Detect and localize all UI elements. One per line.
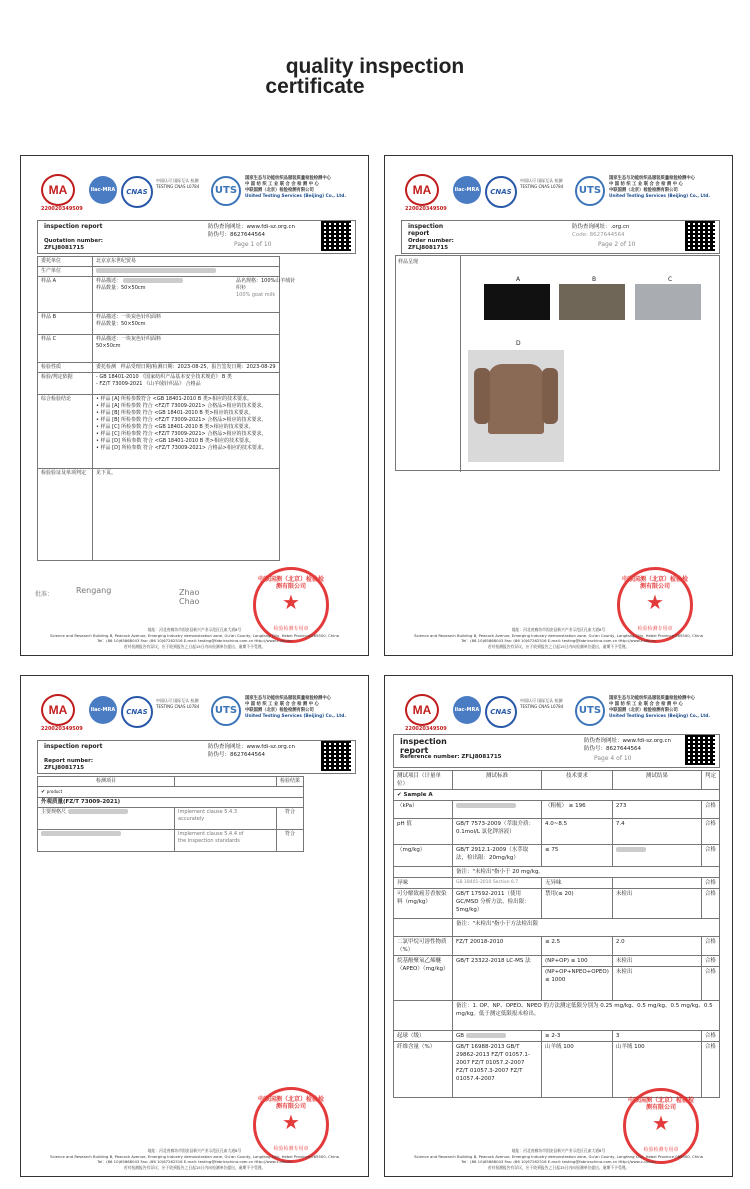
seal-bottom: 检验检测专用章 (643, 1147, 679, 1153)
cell-key: 检验验证及单项判定 (38, 469, 93, 561)
sweater-photo (468, 350, 564, 462)
code-value: 8627644564 (606, 746, 642, 752)
report-number-value: ZFLJ8081715 (461, 754, 502, 760)
footer-line: 地址：河北省廊坊市固安县新兴产业示范区孔雀大道8号 (147, 1148, 242, 1153)
cell-req: ≥ 2-3 (542, 1031, 613, 1042)
code-label: 防伪号： (208, 752, 231, 758)
cell-verdict: 合格 (701, 1042, 719, 1098)
cell-std: GB/T 2912.1-2009（水萃取法，检出限：20mg/kg） (453, 845, 542, 867)
org-cn1: 国家生态与功能纺织品服装质量检验检测中心 (609, 696, 695, 701)
conclusion-line: • 样品 [D] 所检参数 符合 <FZ/T 73009-2021> 合格品>相应的技术要求。 (96, 445, 267, 451)
ma-logo: MA (405, 694, 439, 726)
standard-label: 外观质量(FZ/T 73009-2021) (38, 798, 304, 808)
org-name (609, 696, 710, 720)
report-label: inspection report (44, 223, 103, 230)
certificate-page-1 (20, 155, 369, 656)
org-cn2: 中 国 纺 织 工 业 联 合 会 检 测 中 心 (609, 702, 683, 707)
table-row (394, 937, 720, 956)
cell-key: 样品 A (38, 277, 93, 313)
table-row (38, 257, 280, 267)
clause-1: Implement clause 5.4.3 (178, 809, 238, 815)
star-icon: ★ (282, 1110, 300, 1134)
code-label: 防伪号： (584, 746, 607, 752)
report-number (408, 238, 454, 252)
report-box (37, 740, 356, 774)
col-header: 测试项目（计量单位） (394, 771, 453, 790)
cell-note: 备注：1. OP、NP、OPEO、NPEO 的方法测定低限分别为 0.25 mg/kg、0.5 mg/kg、0.5 mg/kg、0.5 mg/kg。低于测定低限报未检出。 (453, 1001, 720, 1031)
product-label: product (46, 789, 63, 794)
org-cn2: 中 国 纺 织 工 业 联 合 会 检 测 中 心 (245, 702, 319, 707)
cnas-caption: 中国认可 国际互认 检测 TESTING CNAS L0784 (156, 178, 200, 189)
conclusion-line: • 样品 [A] 所检参数符合 <GB 18401-2010 B 类>相应的技术要求。 (96, 396, 252, 402)
cell-value (93, 363, 280, 373)
seal-bottom: 检验检测专用章 (273, 626, 309, 632)
code-value: 8627644564 (230, 752, 266, 758)
code-value: Code: 8627644564 (572, 232, 625, 238)
org-cn3: 中联国测（北京）检验检测有限公司 (609, 188, 678, 193)
verify-info (572, 223, 630, 239)
cell-res: 山羊绒 100 (612, 1042, 701, 1098)
cnas-logo: CNAS (121, 696, 153, 728)
heading-line1: quality inspection (285, 55, 465, 78)
cell-req: 禁用(≤ 20) (542, 889, 613, 919)
footer (29, 627, 360, 649)
sample-qty: 样品数量：50×50cm (96, 285, 146, 291)
web-label: 防伪查询网址： (572, 224, 611, 230)
col-header: 检验结果 (277, 777, 304, 787)
sample-label-a: A (516, 276, 521, 283)
table-row (38, 313, 280, 335)
cell-item: 起球（级） (394, 1031, 453, 1042)
cell-req: 4.0~8.5 (542, 819, 613, 845)
cell-req: (NP+OP) ≤ 100 (542, 956, 613, 967)
cell-key: 检验性质 (38, 363, 93, 373)
org-cn3: 中联国测（北京）检验检测有限公司 (609, 708, 678, 713)
cell-verdict: 合格 (701, 937, 719, 956)
footer-line: Tel：(86 10)65868043 Fax: (86 10)67262516 E-mail: testing@fabricschina.com.cn Http://www.c-uts.cn (97, 1159, 292, 1164)
cnas-caption: 中国认可 国际互认 检测 TESTING CNAS L0784 (520, 178, 564, 189)
ma-number: 220020349509 (41, 206, 83, 212)
cell-item: （mg/kg） (394, 845, 453, 867)
seal-ring: 中联国测（北京）检验检测有限公司 (258, 576, 325, 590)
sample-desc: 样品描述： (96, 278, 122, 284)
cell-key: 综合检验结论 (38, 395, 93, 469)
report-label: inspection report (400, 737, 447, 755)
cell-res: 未检出 (612, 967, 701, 1001)
seal-ring: 中联国测（北京）检验检测有限公司 (628, 1097, 695, 1111)
results-table (393, 770, 720, 1098)
footer-line: Science and Research Building B, Peacock Avenue, Emerging Industry demonstration zone, Gu'an County, Langfang City, Hebei Province,065500, China (50, 632, 339, 638)
report-box (401, 220, 720, 254)
test-type: 委托检测 (96, 364, 117, 370)
col-header: 判定 (701, 771, 719, 790)
cell-item: （kPa） (394, 801, 453, 819)
ma-number: 220020349509 (41, 726, 83, 732)
conclusion-list (93, 395, 280, 469)
conclusion-line: • 样品 [C] 所检参数 符合 <GB 18401-2010 B 类>相应的技术要求。 (96, 424, 254, 430)
org-name (245, 696, 346, 720)
cell-result: 符合 (277, 808, 304, 830)
ma-number: 220020349509 (405, 726, 447, 732)
report-number (44, 238, 103, 252)
certificate-page-2 (384, 155, 733, 656)
clause-2b: the inspection standards (178, 838, 240, 844)
web-label: 防伪查询网址： (208, 744, 247, 750)
ma-logo: MA (41, 174, 75, 206)
code-label: 防伪号： (208, 232, 231, 238)
cell-res: 未检出 (612, 956, 701, 967)
table-header-row (394, 771, 720, 790)
footer-line: Tel：(86 10)65868043 Fax: (86 10)67262516 E-mail: testing@fabricschina.com.cn Http://www.c-uts.cn (97, 638, 292, 643)
cell-verdict: 合格 (701, 819, 719, 845)
seal-bottom: 检验检测专用章 (273, 1146, 309, 1152)
uts-logo: UTS (575, 176, 605, 206)
cell-std: GB 18401-2010 Section 6.7 (453, 878, 542, 889)
conclusion-line: • 样品 [C] 所检参数 符合 <FZ/T 73009-2021> 合格品>相应的技术要求。 (96, 431, 267, 437)
cell-std: FZ/T 20018-2010 (453, 937, 542, 956)
cell-value (93, 335, 280, 363)
table-row (38, 363, 280, 373)
cell-key: 检验/判定依据 (38, 373, 93, 395)
col-header: 测试结果 (612, 771, 701, 790)
report-number-label: Order number: (408, 238, 454, 244)
cell-result: 符合 (277, 830, 304, 852)
cell-item: 可分解致癌芳香胺染料（mg/kg） (394, 889, 453, 919)
org-cn2: 中 国 纺 织 工 业 联 合 会 检 测 中 心 (609, 182, 683, 187)
heading-line2: certificate (265, 75, 365, 98)
sample-swatch-b (559, 284, 625, 320)
report-number (44, 758, 93, 772)
table-row (38, 267, 280, 277)
table-row (394, 889, 720, 919)
cnas-logo: CNAS (121, 176, 153, 208)
ma-logo: MA (41, 694, 75, 726)
star-icon: ★ (646, 590, 664, 614)
web-label: 防伪查询网址： (584, 738, 623, 744)
org-cn1: 国家生态与功能纺织品服装质量检验检测中心 (609, 176, 695, 181)
cert-header (41, 174, 360, 214)
certificate-page-4 (384, 675, 733, 1177)
web-url[interactable]: www.fdi-sz.org.cn (246, 744, 295, 750)
report-number-value: ZFLJ8081715 (408, 245, 449, 251)
seal-ring: 中联国测（北京）检验检测有限公司 (258, 1096, 325, 1110)
cell-req: 山羊绒 100 (542, 1042, 613, 1098)
star-icon: ★ (652, 1111, 670, 1135)
cell-verdict: 合格 (701, 967, 719, 1001)
cell-std (453, 801, 542, 819)
footer (29, 1148, 360, 1170)
cell-verdict: 合格 (701, 878, 719, 889)
code-value: 8627644564 (230, 232, 266, 238)
conclusion-line: • 样品 [D] 所检参数 符合 <GB 18401-2010 B 类>相应的技术要求。 (96, 438, 254, 444)
cell-std: GB/T 16988-2013 GB/T 29862-2013 FZ/T 01057.1-2007 FZ/T 01057.2-2007 FZ/T 01057.3-2007 FZ/T 01057.4-2007 (453, 1042, 542, 1098)
sample-swatch-a (484, 284, 550, 320)
sample-photo-box (395, 255, 720, 471)
ma-logo: MA (405, 174, 439, 206)
org-en: United Testing Services (Beijing) Co., Ltd. (609, 714, 710, 719)
table-row (38, 798, 304, 808)
summary-table (37, 256, 296, 561)
cell-verdict: 合格 (701, 845, 719, 867)
cell-note: 备注："未检出"指小于 20 mg/kg。 (453, 867, 720, 878)
web-url[interactable]: www.fdi-sz.org.cn (246, 224, 295, 230)
footer-line: 若对检测报告有异议，应于收到报告之日起15日内向检测单位提出，逾期不予受理。 (487, 643, 630, 649)
cell-clause (175, 830, 277, 852)
org-name (609, 176, 710, 200)
cell-value (93, 267, 280, 277)
cell-key: 生产单位 (38, 267, 93, 277)
clause-2: Implement clause 5.4.4 of (178, 831, 244, 837)
approve-label: 批准： (35, 591, 54, 598)
cell-std (453, 1031, 542, 1042)
check-icon: ✔ (41, 789, 46, 795)
cell-std: GB/T 17592-2011（使用 GC/MSD 分析方法，检出限：5mg/kg） (453, 889, 542, 919)
uts-logo: UTS (575, 696, 605, 726)
table-row (394, 867, 720, 878)
org-name (245, 176, 346, 200)
table-row (38, 395, 280, 469)
qr-code[interactable] (321, 741, 351, 771)
report-label: inspection report (408, 223, 444, 237)
cell-req: ≤ 2.5 (542, 937, 613, 956)
conclusion-line: • 样品 [B] 所检参数 符合 <FZ/T 73009-2021> 合格品>相应的技术要求。 (96, 417, 267, 423)
verify-info (208, 743, 295, 759)
conclusion-line: • 样品 [A] 所检参数 符合 <FZ/T 73009-2021> 合格品>相应的技术要求。 (96, 403, 267, 409)
report-number-label: Report number: (44, 758, 94, 764)
cell-std: GB/T 7573-2009（萃取介质：0.1mol/L 氯化钾溶液） (453, 819, 542, 845)
uts-logo: UTS (211, 176, 241, 206)
seal-bottom: 检验检测专用章 (637, 626, 673, 632)
org-en: United Testing Services (Beijing) Co., Ltd. (609, 194, 710, 199)
cnas-logo: CNAS (485, 176, 517, 208)
table-row (38, 808, 304, 830)
footer-line: Science and Research Building B, Peacock Avenue, Emerging Industry demonstration zone, Gu'an County, Langfang City, Hebei Province,065500, China (414, 1153, 703, 1159)
signature-1: Rengang (76, 586, 112, 595)
sample-label-d: D (516, 340, 521, 347)
org-en: United Testing Services (Beijing) Co., Ltd. (245, 194, 346, 199)
cell-verdict: 合格 (701, 956, 719, 967)
cell-key: 样品 C (38, 335, 93, 363)
cell-req: 无异味 (542, 878, 613, 889)
footer-line: 若对检测报告有异议，应于收到报告之日起15日内向检测单位提出，逾期不予受理。 (123, 643, 266, 649)
cell-item: 二氯甲烷可溶性物质（%） (394, 937, 453, 956)
cell-item: 纤维含量（%） (394, 1042, 453, 1098)
page-indicator: Page 1 of 10 (234, 241, 272, 248)
cell-res: 未检出 (612, 889, 701, 919)
report-box (37, 220, 356, 254)
sample-label-b: B (592, 276, 597, 283)
table-row (38, 469, 280, 561)
cell-verdict: 合格 (701, 889, 719, 919)
report-number (400, 754, 502, 761)
cell-clause (175, 808, 277, 830)
table-row (394, 878, 720, 889)
col-header: 检测项目 (38, 777, 175, 787)
footer-line: Tel：(86 10)65868043 Fax: (86 10)67262516 E-mail: testing@fabricschina.com.cn Http://www.c-uts.cn (461, 1159, 656, 1164)
cell-req: (NP+OP+NPEO+OPEO) ≤ 1000 (542, 967, 613, 1001)
cell-req: （粗梳） ≥ 196 (542, 801, 613, 819)
star-icon: ★ (282, 590, 300, 614)
footer-line: Science and Research Building B, Peacock Avenue, Emerging Industry demonstration zone, Gu'an County, Langfang City, Hebei Province,065500, China (50, 1153, 339, 1159)
test-dates: 样品受理日期/检测日期：2023-08-25，报告签发日期：2023-08-29 (120, 364, 276, 370)
cell-res (612, 878, 701, 889)
cell-item (38, 808, 175, 830)
sample-spec: 品名规格：100%山羊绒针织衫 (236, 278, 296, 291)
sample-desc: 样品描述：一块灰色针织面料 (96, 336, 162, 342)
footer (393, 627, 724, 649)
report-number-value: ZFLJ8081715 (44, 245, 85, 251)
org-cn3: 中联国测（北京）检验检测有限公司 (245, 188, 314, 193)
section-label: 样品呈现 (396, 256, 461, 472)
ilac-logo: ilac-MRA (453, 176, 481, 204)
standard-2: - FZ/T 73009-2021 《山羊绒针织品》 合格品 (96, 381, 201, 387)
table-row (394, 1031, 720, 1042)
ilac-logo: ilac-MRA (453, 696, 481, 724)
table-row (38, 373, 280, 395)
sample-label: Sample A (403, 792, 433, 798)
sample-qty: 50×50cm (96, 343, 121, 349)
qr-code[interactable] (685, 221, 715, 251)
sample-qty: 样品数量：50×50cm (96, 321, 146, 327)
sweater-sleeve-left (474, 368, 490, 424)
cert-header (41, 694, 360, 734)
footer-line: 地址：河北省廊坊市固安县新兴产业示范区孔雀大道8号 (511, 1148, 606, 1153)
col-header: 测试标准 (453, 771, 542, 790)
qr-code[interactable] (321, 221, 351, 251)
sub-item: 主要规格尺 (41, 809, 67, 815)
report-label: inspection report (44, 743, 103, 750)
results-table (37, 776, 304, 852)
cell-verdict: 合格 (701, 1031, 719, 1042)
uts-logo: UTS (211, 696, 241, 726)
org-cn1: 国家生态与功能纺织品服装质量检验检测中心 (245, 696, 331, 701)
cert-header (405, 174, 724, 214)
ilac-logo: ilac-MRA (89, 176, 117, 204)
cell-verdict: 合格 (701, 801, 719, 819)
table-row: ✔ Sample A (394, 790, 720, 801)
signature-2: Zhao Chao (179, 588, 200, 606)
footer-line: 若对检测报告有异议，应于收到报告之日起15日内向检测单位提出，逾期不予受理。 (123, 1164, 266, 1170)
table-row (394, 956, 720, 967)
footer-line: Tel：(86 10)65868043 Fax: (86 10)67262516 E-mail: testing@fabricschina.com.cn Http://www.c-uts.cn (461, 638, 656, 643)
verify-info (584, 737, 671, 753)
cell-note: 备注："未检出"指小于方法检出限 (453, 919, 720, 937)
cell-value (93, 313, 280, 335)
sample-spec-en: 100% goat milk (236, 292, 276, 298)
table-row (394, 819, 720, 845)
cell-req: ≤ 75 (542, 845, 613, 867)
conclusion-line: • 样品 [B] 所检参数 符合 <GB 18401-2010 B 类>相应的技术要求。 (96, 410, 254, 416)
ilac-logo: ilac-MRA (89, 696, 117, 724)
cnas-caption: 中国认可 国际互认 检测 TESTING CNAS L0784 (156, 698, 200, 709)
standard-1: - GB 18401-2010 《国家纺织产品基本安全技术规范》 B 类 (96, 374, 232, 380)
certificate-page-3 (20, 675, 369, 1177)
cell-std: GB/T 23322-2018 LC-MS 法 (453, 956, 542, 1001)
qr-code[interactable] (685, 735, 715, 765)
web-label: 防伪查询网址： (208, 224, 247, 230)
table-row (394, 919, 720, 937)
footer-line: 地址：河北省廊坊市固安县新兴产业示范区孔雀大道8号 (511, 627, 606, 632)
cnas-logo: CNAS (485, 696, 517, 728)
verify-info (208, 223, 295, 239)
sample-desc: 样品描述：一块炭色针织面料 (96, 314, 162, 320)
cell-item: 烷基酚聚氧乙烯醚（APEO）（mg/kg） (394, 956, 453, 1001)
cell-item: pH 值 (394, 819, 453, 845)
org-cn2: 中 国 纺 织 工 业 联 合 会 检 测 中 心 (245, 182, 319, 187)
cell-value: 北京京东世纪贸易 (93, 257, 280, 267)
cell-value (93, 277, 296, 313)
page-indicator: Page 2 of 10 (598, 241, 636, 248)
org-en: United Testing Services (Beijing) Co., Ltd. (245, 714, 346, 719)
table-row (394, 845, 720, 867)
web-url[interactable]: www.fdi-sz.org.cn (622, 738, 671, 744)
cell-value (93, 373, 280, 395)
cell-res: 7.4 (612, 819, 701, 845)
sweater-sleeve-right (542, 368, 558, 424)
page-indicator: Page 4 of 10 (594, 755, 632, 762)
cell-item (38, 830, 175, 852)
ma-number: 220020349509 (405, 206, 447, 212)
table-row (38, 830, 304, 852)
seal-ring: 中联国测（北京）检验检测有限公司 (622, 576, 689, 590)
cell-key: 委托单位 (38, 257, 93, 267)
sample-label-c: C (668, 276, 673, 283)
cell-value: 见下页。 (93, 469, 280, 561)
table-row (38, 787, 304, 798)
report-number-value: ZFLJ8081715 (44, 765, 85, 771)
table-row (38, 277, 280, 313)
cnas-caption: 中国认可 国际互认 检测 TESTING CNAS L0784 (520, 698, 564, 709)
footer-line: 地址：河北省廊坊市固安县新兴产业示范区孔雀大道8号 (147, 627, 242, 632)
report-number-label: Quotation number: (44, 238, 103, 244)
web-url[interactable]: .org.cn (610, 224, 630, 230)
table-row (38, 335, 280, 363)
clause-1b: accurately (178, 816, 205, 822)
org-cn1: 国家生态与功能纺织品服装质量检验检测中心 (245, 176, 331, 181)
table-header-row (38, 777, 304, 787)
col-header: 技术要求 (542, 771, 613, 790)
footer (393, 1148, 724, 1170)
cell-res (612, 845, 701, 867)
sweater-body (488, 364, 544, 434)
cell-item: 异味 (394, 878, 453, 889)
sample-swatch-c (635, 284, 701, 320)
cell-res: 273 (612, 801, 701, 819)
std-text: GB (456, 1033, 465, 1039)
table-row (394, 1001, 720, 1031)
cert-header (405, 694, 724, 734)
cell-res: 3 (612, 1031, 701, 1042)
table-row (394, 801, 720, 819)
footer-line: 若对检测报告有异议，应于收到报告之日起15日内向检测单位提出，逾期不予受理。 (487, 1164, 630, 1170)
report-box (393, 734, 720, 768)
org-cn3: 中联国测（北京）检验检测有限公司 (245, 708, 314, 713)
footer-line: Science and Research Building B, Peacock Avenue, Emerging Industry demonstration zone, Gu'an County, Langfang City, Hebei Province,065500, China (414, 632, 703, 638)
cell-res: 2.0 (612, 937, 701, 956)
cell-key: 样品 B (38, 313, 93, 335)
report-number-label: Reference number: (400, 754, 460, 760)
